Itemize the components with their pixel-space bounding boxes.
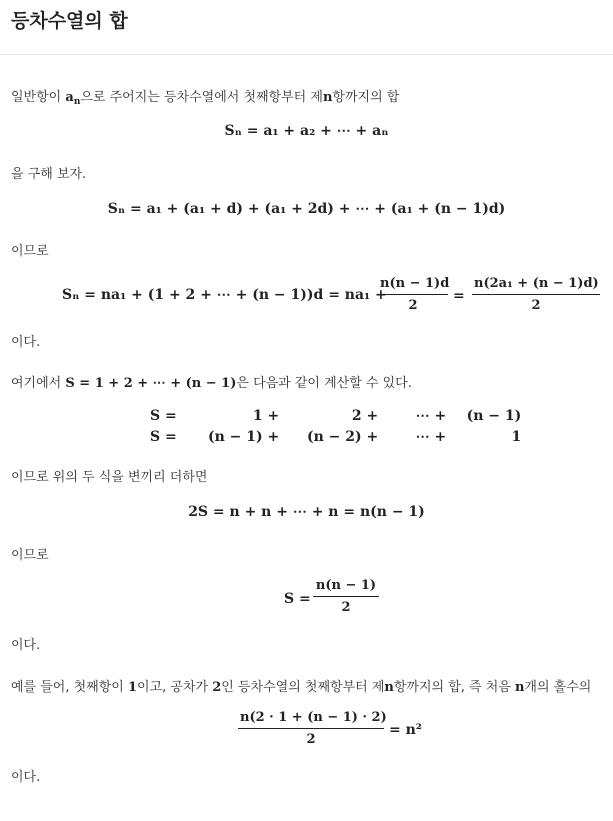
table-cell: ⋯ +: [415, 428, 447, 445]
fraction-odd-sum: [238, 710, 387, 747]
fraction-2-numerator: n(2a₁ + (n − 1)d): [472, 276, 600, 295]
equation-sum-derivation-lhs: Sₙ = na₁ + (1 + 2 + ⋯ + (n − 1))d = na₁ +: [62, 287, 387, 303]
table-cell: ⋯ +: [415, 407, 447, 424]
intro-text-1: 일반항이: [11, 90, 66, 105]
paragraph-is-1: 이다.: [11, 335, 41, 350]
equation-sum-definition: Sₙ = a₁ + a₂ + ⋯ + aₙ: [224, 123, 389, 139]
table-cell: S =: [150, 428, 177, 445]
equals-sign: =: [453, 288, 465, 304]
equation-sum-expanded: Sₙ = a₁ + (a₁ + d) + (a₁ + 2d) + ⋯ + (a₁ + (n − 1)d): [107, 201, 506, 217]
paragraph-therefore-2: 이므로: [11, 548, 49, 563]
fraction-s-denominator: 2: [341, 600, 351, 615]
table-row: [150, 426, 521, 447]
fraction-s: [313, 578, 379, 615]
equation-2s: 2S = n + n + ⋯ + n = n(n − 1): [188, 504, 425, 520]
table-cell: (n − 1) +: [208, 428, 280, 445]
paragraph-is-2: 이다.: [11, 638, 41, 653]
fraction-odd-denominator: 2: [306, 732, 316, 747]
intro-text-2: 으로 주어지는 등차수열에서 첫째항부터 제: [80, 90, 323, 105]
aligned-sum-table: [150, 405, 521, 447]
fraction-2-denominator: 2: [531, 298, 541, 313]
intro-text-3: 항까지의 합: [332, 90, 400, 105]
table-cell: 1: [511, 428, 522, 445]
paragraph-here: [11, 372, 412, 391]
table-cell: (n − 2) +: [307, 428, 379, 445]
paragraph-intro: [11, 86, 399, 107]
table-row: [150, 405, 521, 426]
math-an: $a_n$: [65, 90, 81, 107]
fraction-sum-1: [378, 276, 448, 313]
fraction-sum-2: [472, 276, 600, 313]
page-title: 등차수열의 합: [11, 10, 128, 32]
paragraph-add-sides: 이므로 위의 두 식을 변끼리 더하면: [11, 470, 208, 485]
fraction-s-numerator: n(n − 1): [313, 578, 379, 597]
equation-s-lhs: S =: [284, 591, 311, 607]
math-n: n: [514, 680, 525, 695]
paragraph-therefore-1: 이므로: [11, 244, 49, 259]
fraction-odd-numerator: n(2 · 1 + (n − 1) · 2): [238, 710, 384, 729]
math-n: n: [322, 90, 333, 105]
math-one: 1: [128, 680, 138, 695]
paragraph-is-3: 이다.: [11, 770, 41, 785]
fraction-1-denominator: 2: [408, 298, 418, 313]
equation-n-squared: = n²: [389, 722, 422, 738]
math-s-sum: S = 1 + 2 + ⋯ + (n − 1): [65, 376, 237, 391]
fraction-1-numerator: n(n − 1)d: [378, 276, 448, 295]
table-cell: 1 +: [252, 407, 280, 424]
here-text-1: 여기에서: [11, 376, 66, 391]
table-cell: 2 +: [351, 407, 379, 424]
math-n: n: [384, 680, 394, 695]
math-two: 2: [212, 680, 222, 695]
table-cell: S =: [150, 407, 177, 424]
paragraph-example: 예를 들어, 첫째항이 1이고, 공차가 2인 등차수열의 첫째항부터 제n항까지의 합, 즉 처음 n개의 홀수의: [11, 680, 592, 695]
table-cell: (n − 1): [466, 407, 522, 424]
title-divider: [0, 54, 613, 55]
paragraph-lets-find: 을 구해 보자.: [11, 167, 87, 182]
here-text-2: 은 다음과 같이 계산할 수 있다.: [236, 376, 412, 391]
